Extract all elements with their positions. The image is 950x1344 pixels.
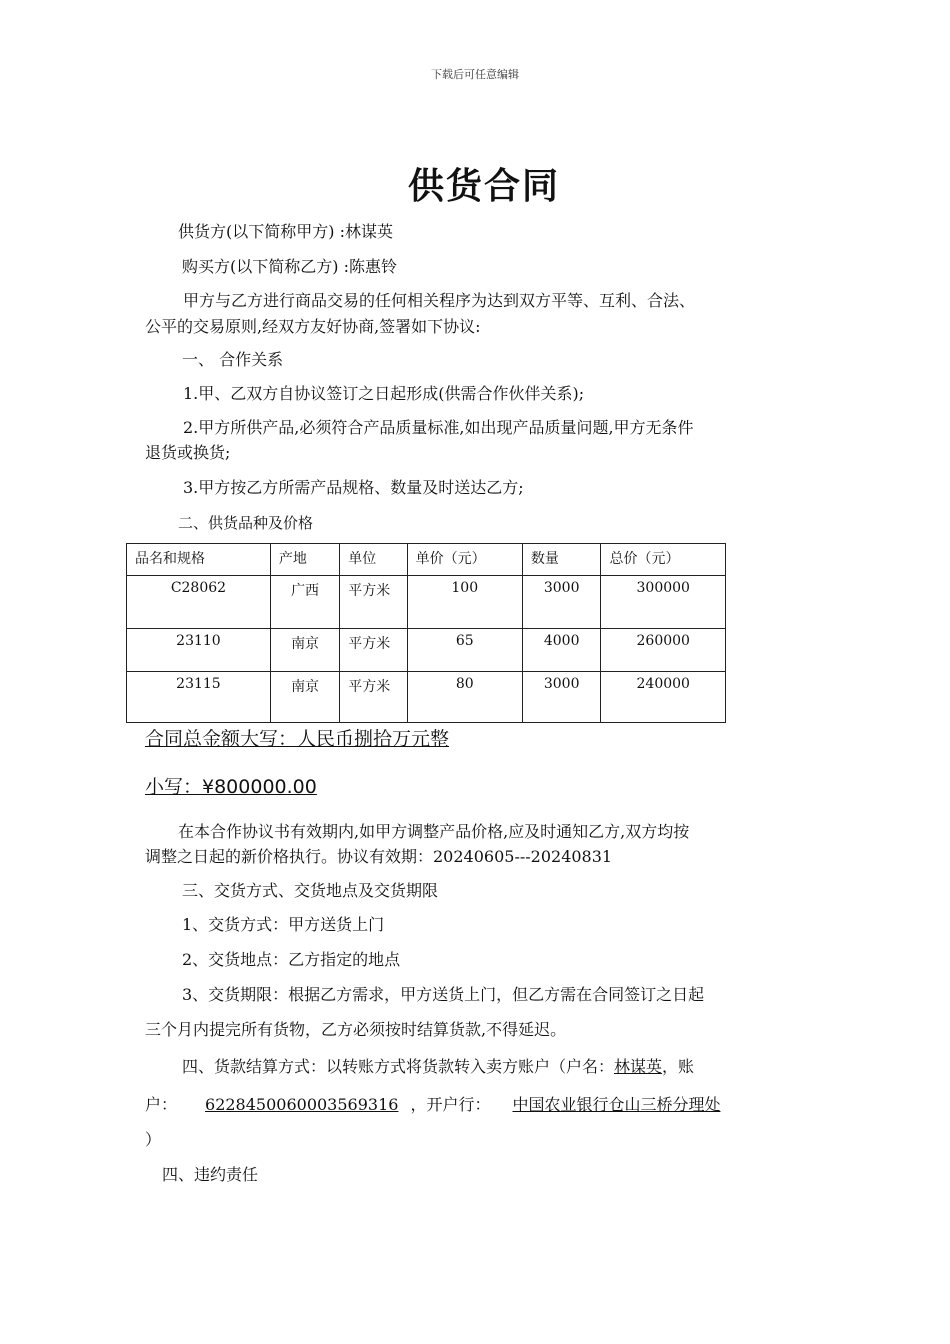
header-note: 下载后可任意编辑 — [431, 68, 519, 81]
table-cell: 65 — [407, 629, 522, 672]
section-3-heading: 三、交货方式、交货地点及交货期限 — [182, 881, 439, 900]
section-3-item-2: 2、交货地点：乙方指定的地点 — [182, 950, 401, 969]
section-1-item-2-line-1: 2.甲方所供产品,必须符合产品质量标准,如出现产品质量问题,甲方无条件 — [183, 418, 694, 437]
intro-line-2: 公平的交易原则,经双方友好协商,签署如下协议: — [145, 317, 481, 336]
table-row — [127, 576, 726, 629]
intro-line-1: 甲方与乙方进行商品交易的任何相关程序为达到双方平等、互利、合法、 — [183, 291, 696, 310]
table-cell: 23110 — [127, 629, 271, 672]
section-3-item-1: 1、交货方式：甲方送货上门 — [182, 915, 385, 934]
section-4-close: ） — [145, 1130, 162, 1149]
section-4-line-1 — [182, 1057, 694, 1077]
account-label-2: 户： — [145, 1095, 178, 1114]
table-cell: 300000 — [601, 576, 726, 629]
table-cell: 平方米 — [340, 576, 407, 629]
column-header: 单位 — [340, 544, 407, 576]
table-header-row — [127, 544, 726, 576]
account-label: ，账 — [662, 1057, 695, 1076]
goods-table — [126, 543, 726, 723]
column-header: 单价（元） — [407, 544, 522, 576]
column-header: 产地 — [270, 544, 339, 576]
section-1-item-2-line-2: 退货或换货; — [145, 443, 231, 462]
bank-label: ，开户行： — [410, 1095, 491, 1114]
supplier-line: 供货方(以下简称甲方) :林谋英 — [178, 222, 393, 241]
table-cell: C28062 — [127, 576, 271, 629]
table-cell: 80 — [407, 672, 522, 723]
table-cell: 南京 — [270, 672, 339, 723]
table-cell: 23115 — [127, 672, 271, 723]
section-1-item-1: 1.甲、乙双方自协议签订之日起形成(供需合作伙伴关系); — [183, 384, 585, 403]
table-cell: 平方米 — [340, 672, 407, 723]
table-cell: 100 — [407, 576, 522, 629]
table-cell: 4000 — [522, 629, 601, 672]
table-row — [127, 672, 726, 723]
table-cell: 3000 — [522, 576, 601, 629]
account-name: 林谋英 — [614, 1057, 663, 1076]
buyer-line: 购买方(以下简称乙方) :陈惠铃 — [182, 257, 397, 276]
table-cell: 240000 — [601, 672, 726, 723]
section-5-heading: 四、违约责任 — [162, 1165, 259, 1184]
price-clause-line-2: 调整之日起的新价格执行。协议有效期：20240605---20240831 — [145, 847, 613, 866]
section-3-item-3-line-1: 3、交货期限：根据乙方需求，甲方送货上门，但乙方需在合同签订之日起 — [182, 985, 705, 1004]
account-number: 6228450060003569316 — [205, 1095, 399, 1114]
contract-title: 供货合同 — [407, 165, 560, 207]
column-header: 总价（元） — [601, 544, 726, 576]
column-header: 品名和规格 — [127, 544, 271, 576]
table-cell: 平方米 — [340, 629, 407, 672]
table-cell: 3000 — [522, 672, 601, 723]
table-row — [127, 629, 726, 672]
section-2-heading: 二、供货品种及价格 — [178, 514, 314, 532]
section-1-item-3: 3.甲方按乙方所需产品规格、数量及时送达乙方; — [183, 478, 524, 497]
section-4-prefix: 四、货款结算方式：以转账方式将货款转入卖方账户（户名： — [182, 1057, 615, 1076]
bank-name: 中国农业银行仓山三桥分理处 — [512, 1095, 721, 1114]
table-cell: 260000 — [601, 629, 726, 672]
column-header: 数量 — [522, 544, 601, 576]
section-4-line-2 — [145, 1095, 720, 1115]
total-amount-small: 小写：¥800000.00 — [145, 776, 317, 798]
total-amount-capital: 合同总金额大写：人民币捌拾万元整 — [145, 728, 450, 750]
price-clause-line-1: 在本合作协议书有效期内,如甲方调整产品价格,应及时通知乙方,双方均按 — [178, 822, 690, 841]
table-cell: 南京 — [270, 629, 339, 672]
table-cell: 广西 — [270, 576, 339, 629]
section-3-item-3-line-2: 三个月内提完所有货物，乙方必须按时结算货款,不得延迟。 — [145, 1020, 567, 1039]
section-1-heading: 一、 合作关系 — [182, 350, 284, 369]
